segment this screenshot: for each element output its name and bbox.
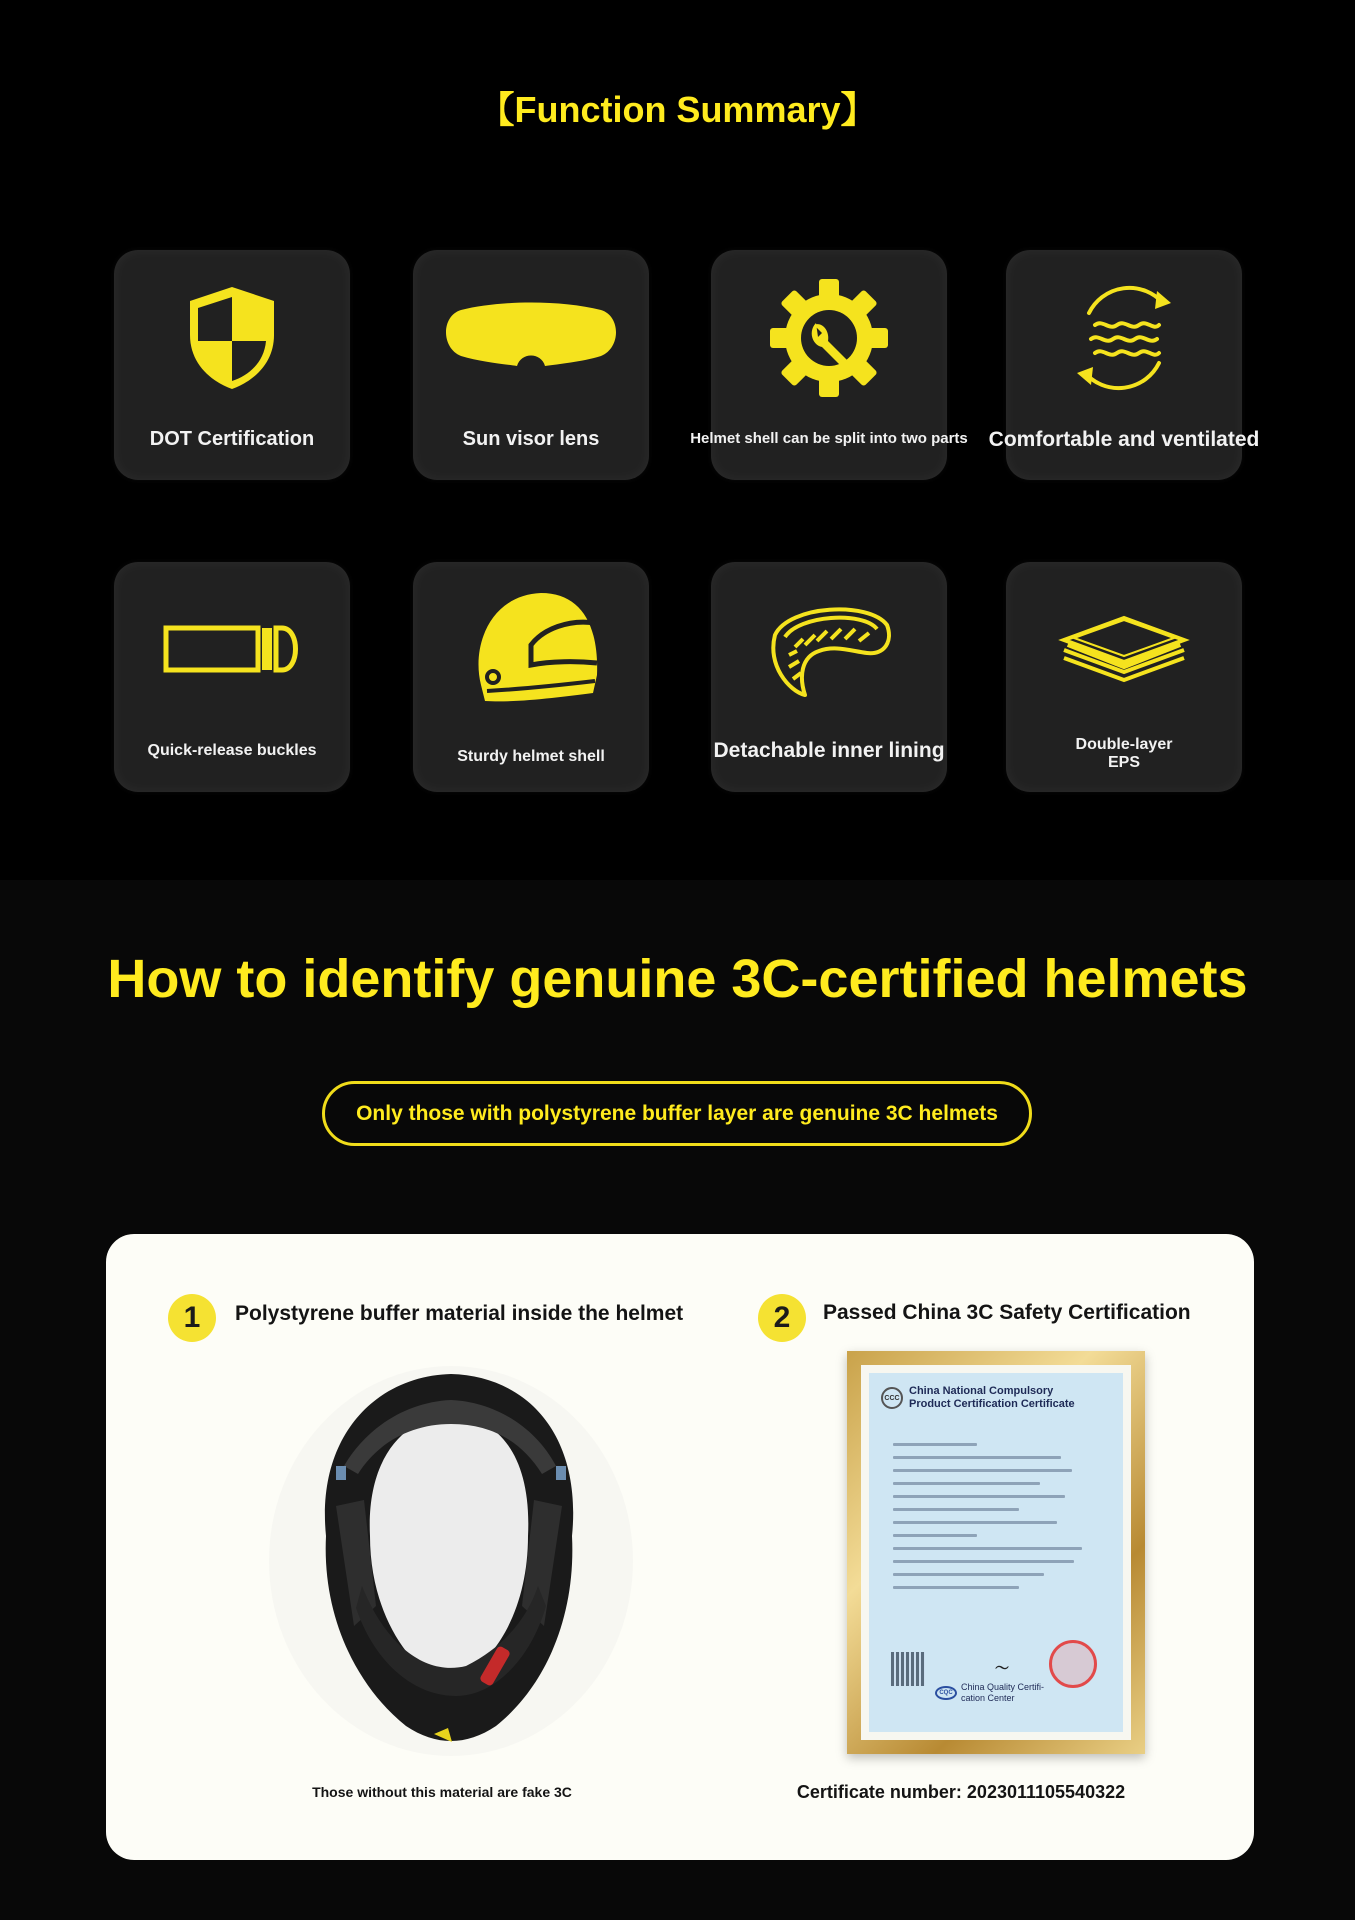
layers-icon [1006, 580, 1242, 720]
feature-tile-dot [114, 250, 350, 480]
feature-label: Sturdy helmet shell [457, 748, 605, 765]
genuine-notice-text: Only those with polystyrene buffer layer are genuine 3C helmets [356, 1101, 998, 1125]
gear-wrench-icon [711, 268, 947, 408]
feature-label: Quick-release buckles [147, 742, 317, 759]
shield-icon [114, 268, 350, 408]
identify-card [106, 1234, 1254, 1860]
step-badge-2: 2 [758, 1294, 806, 1342]
feature-label [1076, 736, 1173, 772]
function-summary-title: 【Function Summary】 [478, 89, 877, 130]
qr-code-icon [891, 1652, 925, 1686]
feature-tile-split-shell [690, 250, 968, 480]
feature-label: Comfortable and ventilated [988, 428, 1260, 451]
certificate-body-text [893, 1443, 1103, 1599]
official-stamp-icon [1049, 1640, 1097, 1688]
certificate-title-line1: China National Compulsory [909, 1385, 1054, 1397]
genuine-notice-pill [322, 1081, 1032, 1146]
step-title-1: Polystyrene buffer material inside the helmet [235, 1302, 684, 1325]
signature-icon: 〜 [995, 1661, 1009, 1677]
identify-heading: How to identify genuine 3C-certified helmets [107, 949, 1248, 1009]
ccc-logo-icon: CCC [881, 1387, 903, 1409]
feature-label-line2: EPS [1107, 754, 1141, 771]
feature-label: DOT Certification [149, 428, 315, 450]
visor-lens-icon [413, 268, 649, 408]
feature-label-line1: Double-layer [1075, 736, 1173, 753]
helmet-icon [413, 580, 649, 720]
airflow-icon [1006, 268, 1242, 408]
step-badge-1: 1 [168, 1294, 216, 1342]
cqc-logo-icon: CQC [935, 1686, 957, 1700]
issuer-line2: cation Center [961, 1693, 1015, 1703]
feature-tile-visor [413, 250, 649, 480]
step-caption-1: Those without this material are fake 3C [312, 1784, 572, 1800]
feature-tile-eps [1006, 562, 1242, 792]
issuer-line1: China Quality Certifi- [961, 1682, 1045, 1692]
feature-label: Sun visor lens [462, 428, 600, 450]
inner-lining-icon [711, 580, 947, 720]
feature-tile-shell [413, 562, 649, 792]
feature-tile-buckles [114, 562, 350, 792]
feature-tile-ventilated [988, 250, 1260, 480]
buckle-icon [114, 580, 350, 720]
feature-tile-lining [711, 562, 947, 792]
certificate-title-line2: Product Certification Certificate [909, 1398, 1075, 1410]
feature-label: Detachable inner lining [713, 739, 945, 762]
step-title-2: Passed China 3C Safety Certification [823, 1301, 1191, 1324]
feature-label: Helmet shell can be split into two parts [690, 430, 968, 447]
helmet-interior-image [266, 1346, 636, 1756]
step-caption-2: Certificate number: 2023011105540322 [796, 1782, 1126, 1802]
certificate-image [847, 1351, 1145, 1754]
